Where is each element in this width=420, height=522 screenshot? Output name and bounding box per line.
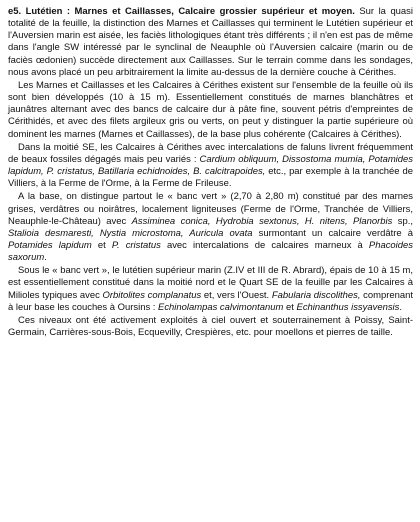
text-run: Sous le « banc vert », le lutétien supérieur marin (Z.IV et III de R. Abrard), épais de 10 à 15 m, est essentiellement constitué dans la moitié nord et le Quart SE de la feuille par les Calcaires à Milioles typiques avec bbox=[8, 265, 413, 301]
text-run: etc., par exemple à la tranchée de Villiers, à la Ferme de l'Orme, à la Ferme de Frileuse. bbox=[8, 166, 413, 190]
fossil-names: Assiminea conica, Hydrobia sextonus, H. nitens, Planorbis bbox=[131, 215, 393, 227]
text-run: . bbox=[399, 301, 402, 313]
paragraph-banc-vert bbox=[8, 191, 413, 264]
paragraph-marnes-caillasses: Les Marnes et Caillasses et les Calcaires à Cérithes existent sur l'ensemble de la feuille où ils sont bien développés (10 à 15 m). Essentiellement constitués de marnes blanchâtres et jaunâtres alternant avec des bancs de calcaire dur à pâte fine, souvent pétris d'empreintes de Cérithidés, et avec des filets argileux gris ou verts, on peut y distinguer la partie supérieure où dominent les marnes (Marnes et Caillasses), de la base plus cohérente (Calcaires à Cérithes). bbox=[8, 79, 413, 140]
paragraph-intro bbox=[8, 6, 413, 79]
text-run: surmontant un calcaire verdâtre à bbox=[252, 227, 413, 239]
fossil-names: Stalioia desmaresti, Nystia microstoma, Auricula ovata bbox=[8, 227, 253, 239]
text-run: et bbox=[91, 239, 112, 251]
paragraph-exploitation: Ces niveaux ont été activement exploités à ciel ouvert et souterrainement à Poissy, Saint-Germain, Carrières-sous-Bois, Ecquevilly, Crespières, etc. pour moellons et pierres de taille. bbox=[8, 314, 413, 339]
fossil-names: Cardium obliquum, Dissostoma mumia, Potamides lapidum, P. cristatus, Batillaria echidnoides, B. calcitrapoides, bbox=[8, 153, 413, 178]
fossil-names: Potamides lapidum bbox=[8, 239, 92, 251]
text-run: et, vers l'Ouest. bbox=[201, 289, 272, 301]
paragraph-moitie-se bbox=[8, 142, 413, 191]
fossil-names: Echinanthus issyavensis bbox=[296, 301, 400, 313]
text-run: avec intercalations de calcaires marneux à bbox=[160, 239, 369, 251]
fossil-names: Echinolampas calvimontanum bbox=[158, 301, 284, 313]
text-run: . bbox=[44, 252, 47, 264]
text-run: Dans la moitié SE, les Calcaires à Cérithes avec intercalations de faluns livrent fréquemment de beaux fossiles dégagés mais peu variés : bbox=[8, 141, 413, 165]
section-title: Lutétien : Marnes et Caillasses, Calcaire grossier supérieur et moyen. bbox=[25, 6, 355, 17]
fossil-names: Orbitolites complanatus bbox=[102, 289, 202, 301]
text-run: A la base, on distingue partout le « banc vert » (2,70 à 2,80 m) constitué par des marnes grises, verdâtres ou noirâtres, localement ligniteuses (Ferme de l'Orme, Tranchée de Villiers, Neauphle-le-Château) avec bbox=[8, 191, 413, 227]
text-run: sp., bbox=[392, 215, 413, 227]
fossil-names: P. cristatus bbox=[111, 239, 161, 251]
text-run: comprenant à leur base les couches à Oursins : bbox=[8, 289, 413, 313]
paragraph-lutetien-superieur bbox=[8, 265, 413, 314]
paragraph-intro-text: Sur la quasi totalité de la feuille, la distinction des Marnes et Caillasses qui terminent le Lutétien supérieur et l'Auversien marin est aisée, les faciès lithologiques étant très différents ; il n'en est pas de même dans l'angle SW intéressé par le synclinal de Neauphle où l'Auversien calcaire (marin ou de faciès œdonien) succède directement aux Caillasses. Sur le terrain comme dans les sondages, nous avons placé un peu arbitrairement la limite au-dessus de la dernière couche à Cérithes. bbox=[8, 6, 414, 78]
text-run: et bbox=[283, 301, 297, 313]
fossil-names: Phacoides saxorum bbox=[8, 239, 413, 264]
section-code: e5. bbox=[8, 6, 22, 17]
fossil-names: Fabularia discolithes, bbox=[271, 289, 361, 301]
